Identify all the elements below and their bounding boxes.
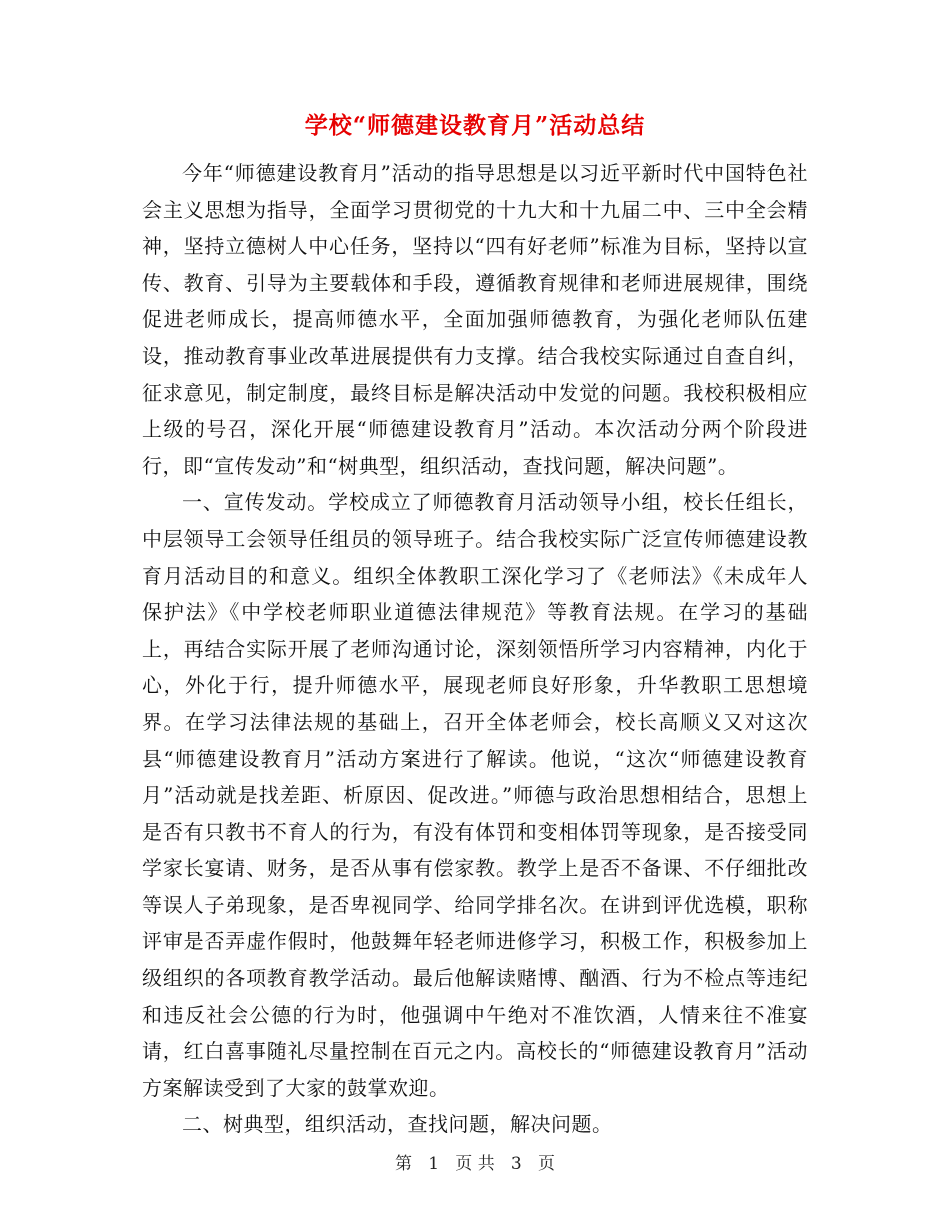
page-label-suffix: 页	[537, 1154, 555, 1174]
page-label-prefix: 第	[395, 1154, 413, 1174]
paragraph-intro: 今年“师德建设教育月”活动的指导思想是以习近平新时代中国特色社会主义思想为指导，全面学习贯彻党的十九大和十九届二中、三中全会精神，坚持立德树人中心任务，坚持以“四有好老师”标准为目标，坚持以宣传、教育、引导为主要载体和手段，遵循教育规律和老师进展规律，围绕促进老师成长，提高师德水平，全面加强师德教育，为强化老师队伍建设，推动教育事业改革进展提供有力支撑。结合我校实际通过自查自纠，征求意见，制定制度，最终目标是解决活动中发觉的问题。我校积极相应上级的号召，深化开展“师德建设教育月”活动。本次活动分两个阶段进行，即“宣传发动”和“树典型，组织活动，查找问题，解决问题”。	[142, 161, 808, 478]
total-pages-number: 3	[510, 1154, 522, 1174]
page-footer	[0, 1152, 950, 1176]
current-page-number: 1	[428, 1154, 440, 1174]
page-label-mid: 页 共	[455, 1154, 495, 1174]
document-body	[142, 155, 808, 1143]
document-title: 学校“师德建设教育月”活动总结	[304, 112, 646, 139]
paragraph-section-one: 一、宣传发动。学校成立了师德教育月活动领导小组，校长任组长，中层领导工会领导任组员的领导班子。结合我校实际广泛宣传师德建设教育月活动目的和意义。组织全体教职工深化学习了《老师法》《未成年人保护法》《中学校老师职业道德法律规范》等教育法规。在学习的基础上，再结合实际开展了老师沟通讨论，深刻领悟所学习内容精神，内化于心，外化于行，提升师德水平，展现老师良好形象，升华教职工思想境界。在学习法律法规的基础上，召开全体老师会，校长高顺义又对这次县“师德建设教育月”活动方案进行了解读。他说，“这次“师德建设教育月”活动就是找差距、析原因、促改进。”师德与政治思想相结合，思想上是否有只教书不育人的行为，有没有体罚和变相体罚等现象，是否接受同学家长宴请、财务，是否从事有偿家教。教学上是否不备课、不仔细批改等误人子弟现象，是否卑视同学、给同学排名次。在讲到评优选模，职称评审是否弄虚作假时，他鼓舞年轻老师进修学习，积极工作，积极参加上级组织的各项教育教学活动。最后他解读赌博、酗酒、行为不检点等违纪和违反社会公德的行为时，他强调中午绝对不准饮酒，人情来往不准宴请，红白喜事随礼尽量控制在百元之内。高校长的“师德建设教育月”活动方案解读受到了大家的鼓掌欢迎。	[142, 490, 808, 1100]
paragraph-section-two-heading: 二、树典型，组织活动，查找问题，解决问题。	[182, 1112, 613, 1137]
